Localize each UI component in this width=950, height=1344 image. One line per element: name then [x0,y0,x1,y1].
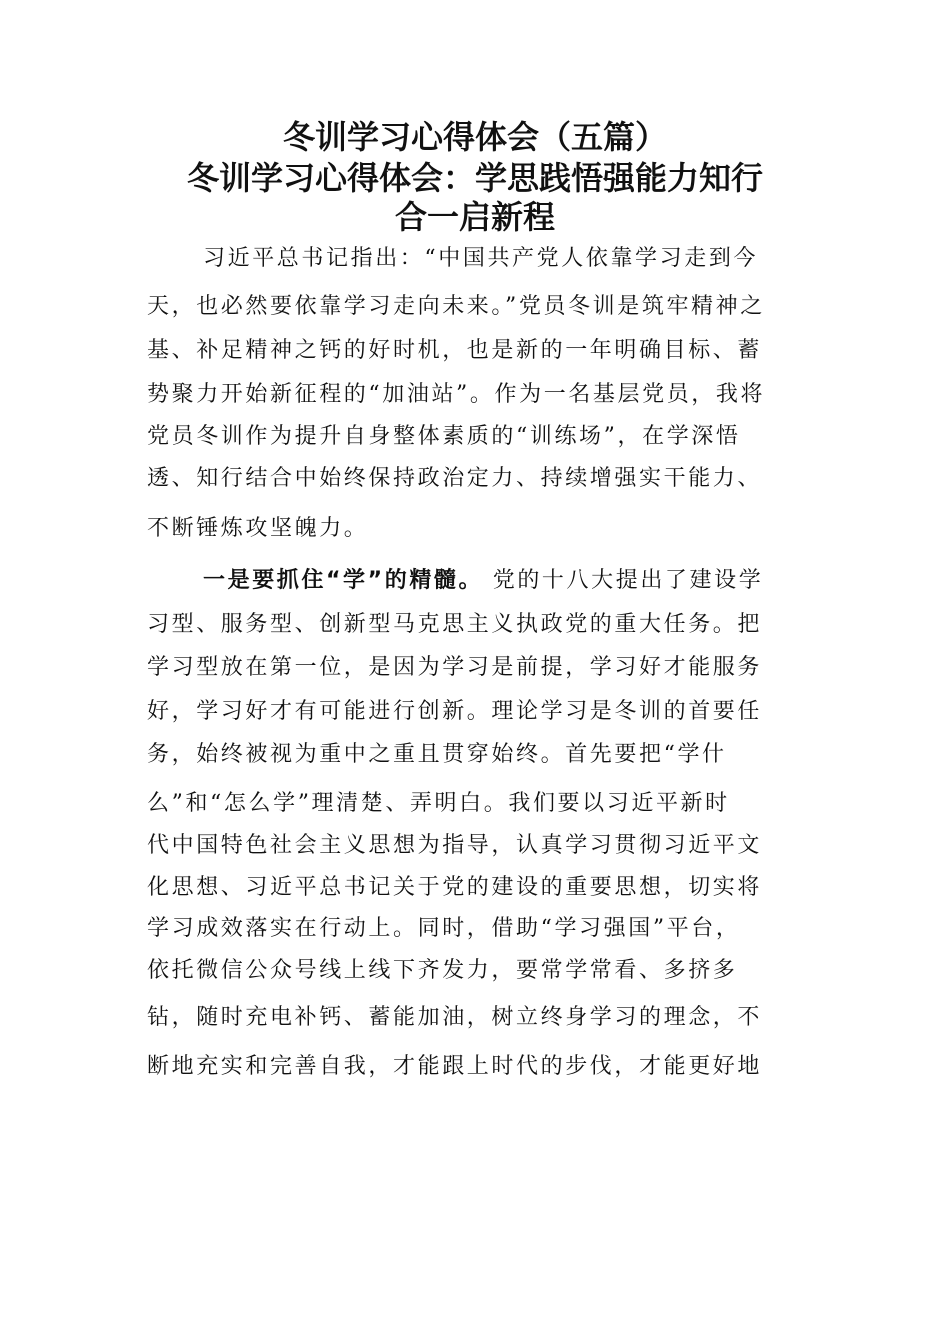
paragraph-line: 好，学习好才有可能进行创新。理论学习是冬训的首要任 [147,699,763,724]
paragraph-line [203,566,787,596]
paragraph-line: 势聚力开始新征程的“加油站”。作为一名基层党员，我将 [147,382,766,407]
paragraph-line: 习型、服务型、创新型马克思主义执政党的重大任务。把 [147,612,763,637]
paragraph-line: 习近平总书记指出：“中国共产党人依靠学习走到今 [203,246,759,271]
document-subtitle-line2: 合一启新程 [394,198,555,236]
paragraph-line: 不断锤炼攻坚魄力。 [147,516,369,541]
paragraph-line: 学习型放在第一位，是因为学习是前提，学习好才能服务 [147,655,763,680]
paragraph-line: 学习成效落实在行动上。同时，借助“学习强国”平台， [147,916,741,941]
document-title: 冬训学习心得体会（五篇） [282,118,667,156]
paragraph-line: 天，也必然要依靠学习走向未来。”党员冬训是筑牢精神之 [147,294,765,319]
paragraph-line: 钻，随时充电补钙、蓄能加油，树立终身学习的理念，不 [147,1005,763,1030]
paragraph-line: 务，始终被视为重中之重且贯穿始终。首先要把“学什 [147,742,727,767]
paragraph-line: 透、知行结合中始终保持政治定力、持续增强实干能力、 [147,466,763,491]
paragraph-line: 化思想、习近平总书记关于党的建设的重要思想，切实将 [147,875,763,900]
paragraph-line: 代中国特色社会主义思想为指导，认真学习贯彻习近平文 [147,833,763,858]
paragraph-line: 党员冬训作为提升自身整体素质的“训练场”，在学深悟 [147,424,741,449]
paragraph-line-rest: 党的十八大提出了建设学 [492,568,764,593]
paragraph-line: 么”和“怎么学”理清楚、弄明白。我们要以习近平新时 [147,791,730,816]
paragraph-lead-heading: 一是要抓住“学”的精髓。 [203,568,484,593]
paragraph-line: 基、补足精神之钙的好时机，也是新的一年明确目标、蓄 [147,338,763,363]
paragraph-line: 断地充实和完善自我，才能跟上时代的步伐，才能更好地 [147,1054,763,1079]
document-subtitle-line1: 冬训学习心得体会：学思践悟强能力知行 [186,159,763,197]
paragraph-line: 依托微信公众号线上线下齐发力，要常学常看、多挤多 [147,958,738,983]
